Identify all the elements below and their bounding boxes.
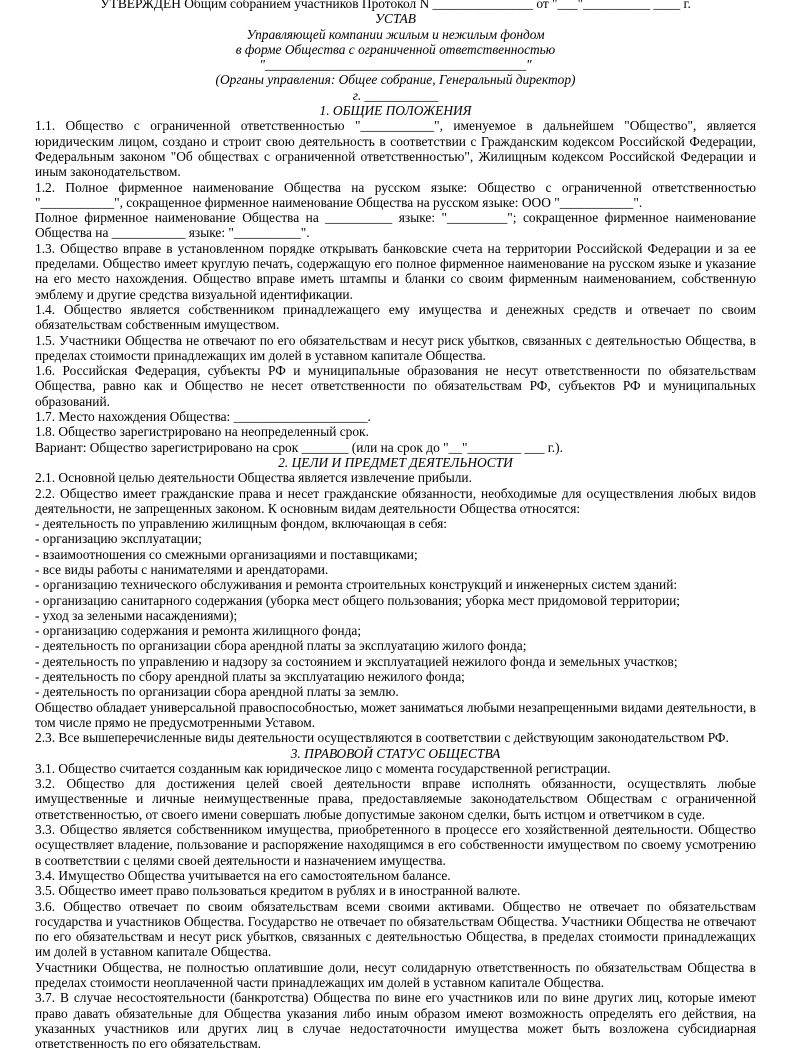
list-item: - все виды работы с нанимателями и арендаторами.	[35, 561, 329, 577]
paragraph: 3.6. Общество отвечает по своим обязательствам всеми своими активами. Общество не отвечает по обязательствам государства и участников Общества. Государство не отвечает по обязательствам Общества. Участники Общества не отвечают по его обязательствам и несут риск убытков, связанных с деятельностью Общества, в пределах стоимости принадлежащих им долей в уставном капитале Общества.	[35, 898, 756, 960]
city-line: г. ___________	[352, 87, 439, 103]
company-name-line: "_______________________________________"	[259, 57, 532, 73]
paragraph: 3.2. Общество для достижения целей своей деятельности вправе исполнять обязанности, осуществлять любые имущественные и личные неимущественные права, предоставляемые законодательством Обществам с ограниченной ответственностью, от своего имени совершать любые допустимые законом сделки, быть истцом и ответчиком в суде.	[35, 776, 756, 822]
list-item: - уход за зелеными насаждениями);	[35, 607, 238, 623]
paragraph: Полное фирменное наименование Общества на __________ языке: "_________"; сокращенное фирменное наименование Общества на ___________ языке: "__________".	[35, 210, 756, 241]
paragraph: 3.3. Общество является собственником имущества, приобретенного в процессе его хозяйственной деятельности. Общество осуществляет владение, пользование и распоряжение находящимся в его собственности имуществом по своему усмотрению в соответствии с целями своей деятельности и назначением имущества.	[35, 822, 756, 868]
list-item: - организацию санитарного содержания (уборка мест общего пользования; уборка мест придомовой территории;	[35, 592, 680, 608]
list-item: - взаимоотношения со смежными организациями и поставщиками;	[35, 546, 418, 562]
list-item: - деятельность по организации сбора арендной платы за землю.	[35, 684, 399, 700]
list-item: - организацию технического обслуживания и ремонта строительных конструкций и инженерных систем зданий:	[35, 577, 678, 593]
list-item: - организацию содержания и ремонта жилищного фонда;	[35, 623, 362, 639]
list-item: - деятельность по сбору арендной платы за эксплуатацию нежилого фонда;	[35, 669, 465, 685]
paragraph: Общество обладает универсальной правоспособностью, может заниматься любыми незапрещенными видами деятельности, в том числе прямо не предусмотренными Уставом.	[35, 699, 756, 730]
paragraph: 1.8. Общество зарегистрировано на неопределенный срок.	[35, 424, 369, 440]
paragraph: 1.2. Полное фирменное наименование Общества на русском языке: Общество с ограниченной ответственностью "___________", сокращенное фирменное наименование Общества на русском языке: ООО "___________".	[35, 179, 756, 210]
paragraph: 3.1. Общество считается созданным как юридическое лицо с момента государственной регистрации.	[35, 760, 611, 776]
governing-bodies: (Органы управления: Общее собрание, Генеральный директор)	[215, 72, 576, 88]
section-1	[35, 103, 756, 455]
paragraph: Вариант: Общество зарегистрировано на срок _______ (или на срок до "__"________ ___ г.).	[35, 439, 563, 455]
document-subtitle-1: Управляющей компании жилым и нежилым фондом	[246, 26, 545, 42]
paragraph: 1.3. Общество вправе в установленном порядке открывать банковские счета на территории Российской Федерации и за ее пределами. Общество имеет круглую печать, содержащую его полное фирменное наименование на русском языке и указание на его место нахождения. Общество вправе иметь штампы и бланки со своим фирменным наименованием, собственную эмблему и другие средства визуальной идентификации.	[35, 240, 756, 302]
section-heading: 3. ПРАВОВОЙ СТАТУС ОБЩЕСТВА	[290, 745, 501, 761]
paragraph: 1.6. Российская Федерация, субъекты РФ и муниципальные образования не несут ответственности по обязательствам Общества, равно как и Общество не несет ответственности по обязательствам РФ, субъектов РФ и муниципальных образований.	[35, 363, 756, 409]
paragraph: 1.5. Участники Общества не отвечают по его обязательствам и несут риск убытков, связанных с деятельностью Общества, в пределах стоимости принадлежащих им долей в уставном капитале Общества.	[35, 332, 756, 363]
paragraph: 1.7. Место нахождения Общества: ____________________.	[35, 409, 371, 425]
document-page	[35, 0, 756, 1051]
paragraph: 3.5. Общество имеет право пользоваться кредитом в рублях и в иностранной валюте.	[35, 883, 521, 899]
list-item: - деятельность по организации сбора арендной платы за эксплуатацию жилого фонда;	[35, 638, 527, 654]
list-item: - деятельность по управлению и надзору за состоянием и эксплуатацией нежилого фонда и земельных участков;	[35, 653, 678, 669]
paragraph: 1.1. Общество с ограниченной ответственностью "___________", именуемое в дальнейшем "Общество", является юридическим лицом, создано и строит свою деятельность в соответствии с Гражданским кодексом Российской Федерации, Федеральным законом "Об обществах с ограниченной ответственностью", Жилищным кодексом Российской Федерации и иным законодательством.	[35, 118, 756, 180]
paragraph: 2.1. Основной целью деятельности Общества является извлечение прибыли.	[35, 470, 472, 486]
list-item: - организацию эксплуатации;	[35, 531, 202, 547]
paragraph: Участники Общества, не полностью оплатившие доли, несут солидарную ответственность по обязательствам Общества в пределах стоимости неоплаченной части принадлежащих им долей в уставном капитале Общества.	[35, 959, 756, 990]
paragraph: 2.2. Общество имеет гражданские права и несет гражданские обязанности, необходимые для осуществления любых видов деятельности, не запрещенных законом. К основным видам деятельности Общества относятся:	[35, 485, 756, 516]
document-title: УСТАВ	[375, 11, 416, 27]
list-item: - деятельность по управлению жилищным фондом, включающая в себя:	[35, 516, 447, 532]
paragraph: 3.7. В случае несостоятельности (банкротства) Общества по вине его участников или по вине других лиц, которые имеют право давать обязательные для Общества указания либо иным образом имеют возможность определять его действия, на указанных участников или других лиц в случае недостаточности имущества может быть возложена субсидиарная ответственность по его обязательствам.	[35, 990, 756, 1051]
paragraph: 1.4. Общество является собственником принадлежащего ему имущества и денежных средств и отвечает по своим обязательствам собственным имуществом.	[35, 301, 756, 333]
paragraph: 2.3. Все вышеперечисленные виды деятельности осуществляются в соответствии с действующим законодательством РФ.	[35, 730, 729, 746]
document-subtitle-2: в форме Общества с ограниченной ответственностью	[235, 41, 556, 57]
section-2	[35, 455, 756, 746]
section-heading: 2. ЦЕЛИ И ПРЕДМЕТ ДЕЯТЕЛЬНОСТИ	[278, 454, 513, 470]
section-3	[35, 746, 756, 1051]
paragraph: 3.4. Имущество Общества учитывается на его самостоятельном балансе.	[35, 867, 451, 883]
approval-line: УТВЕРЖДЕН Общим собранием участников Протокол N _______________ от "___"__________ ____ г.	[100, 0, 691, 11]
section-heading: 1. ОБЩИЕ ПОЛОЖЕНИЯ	[319, 103, 472, 119]
